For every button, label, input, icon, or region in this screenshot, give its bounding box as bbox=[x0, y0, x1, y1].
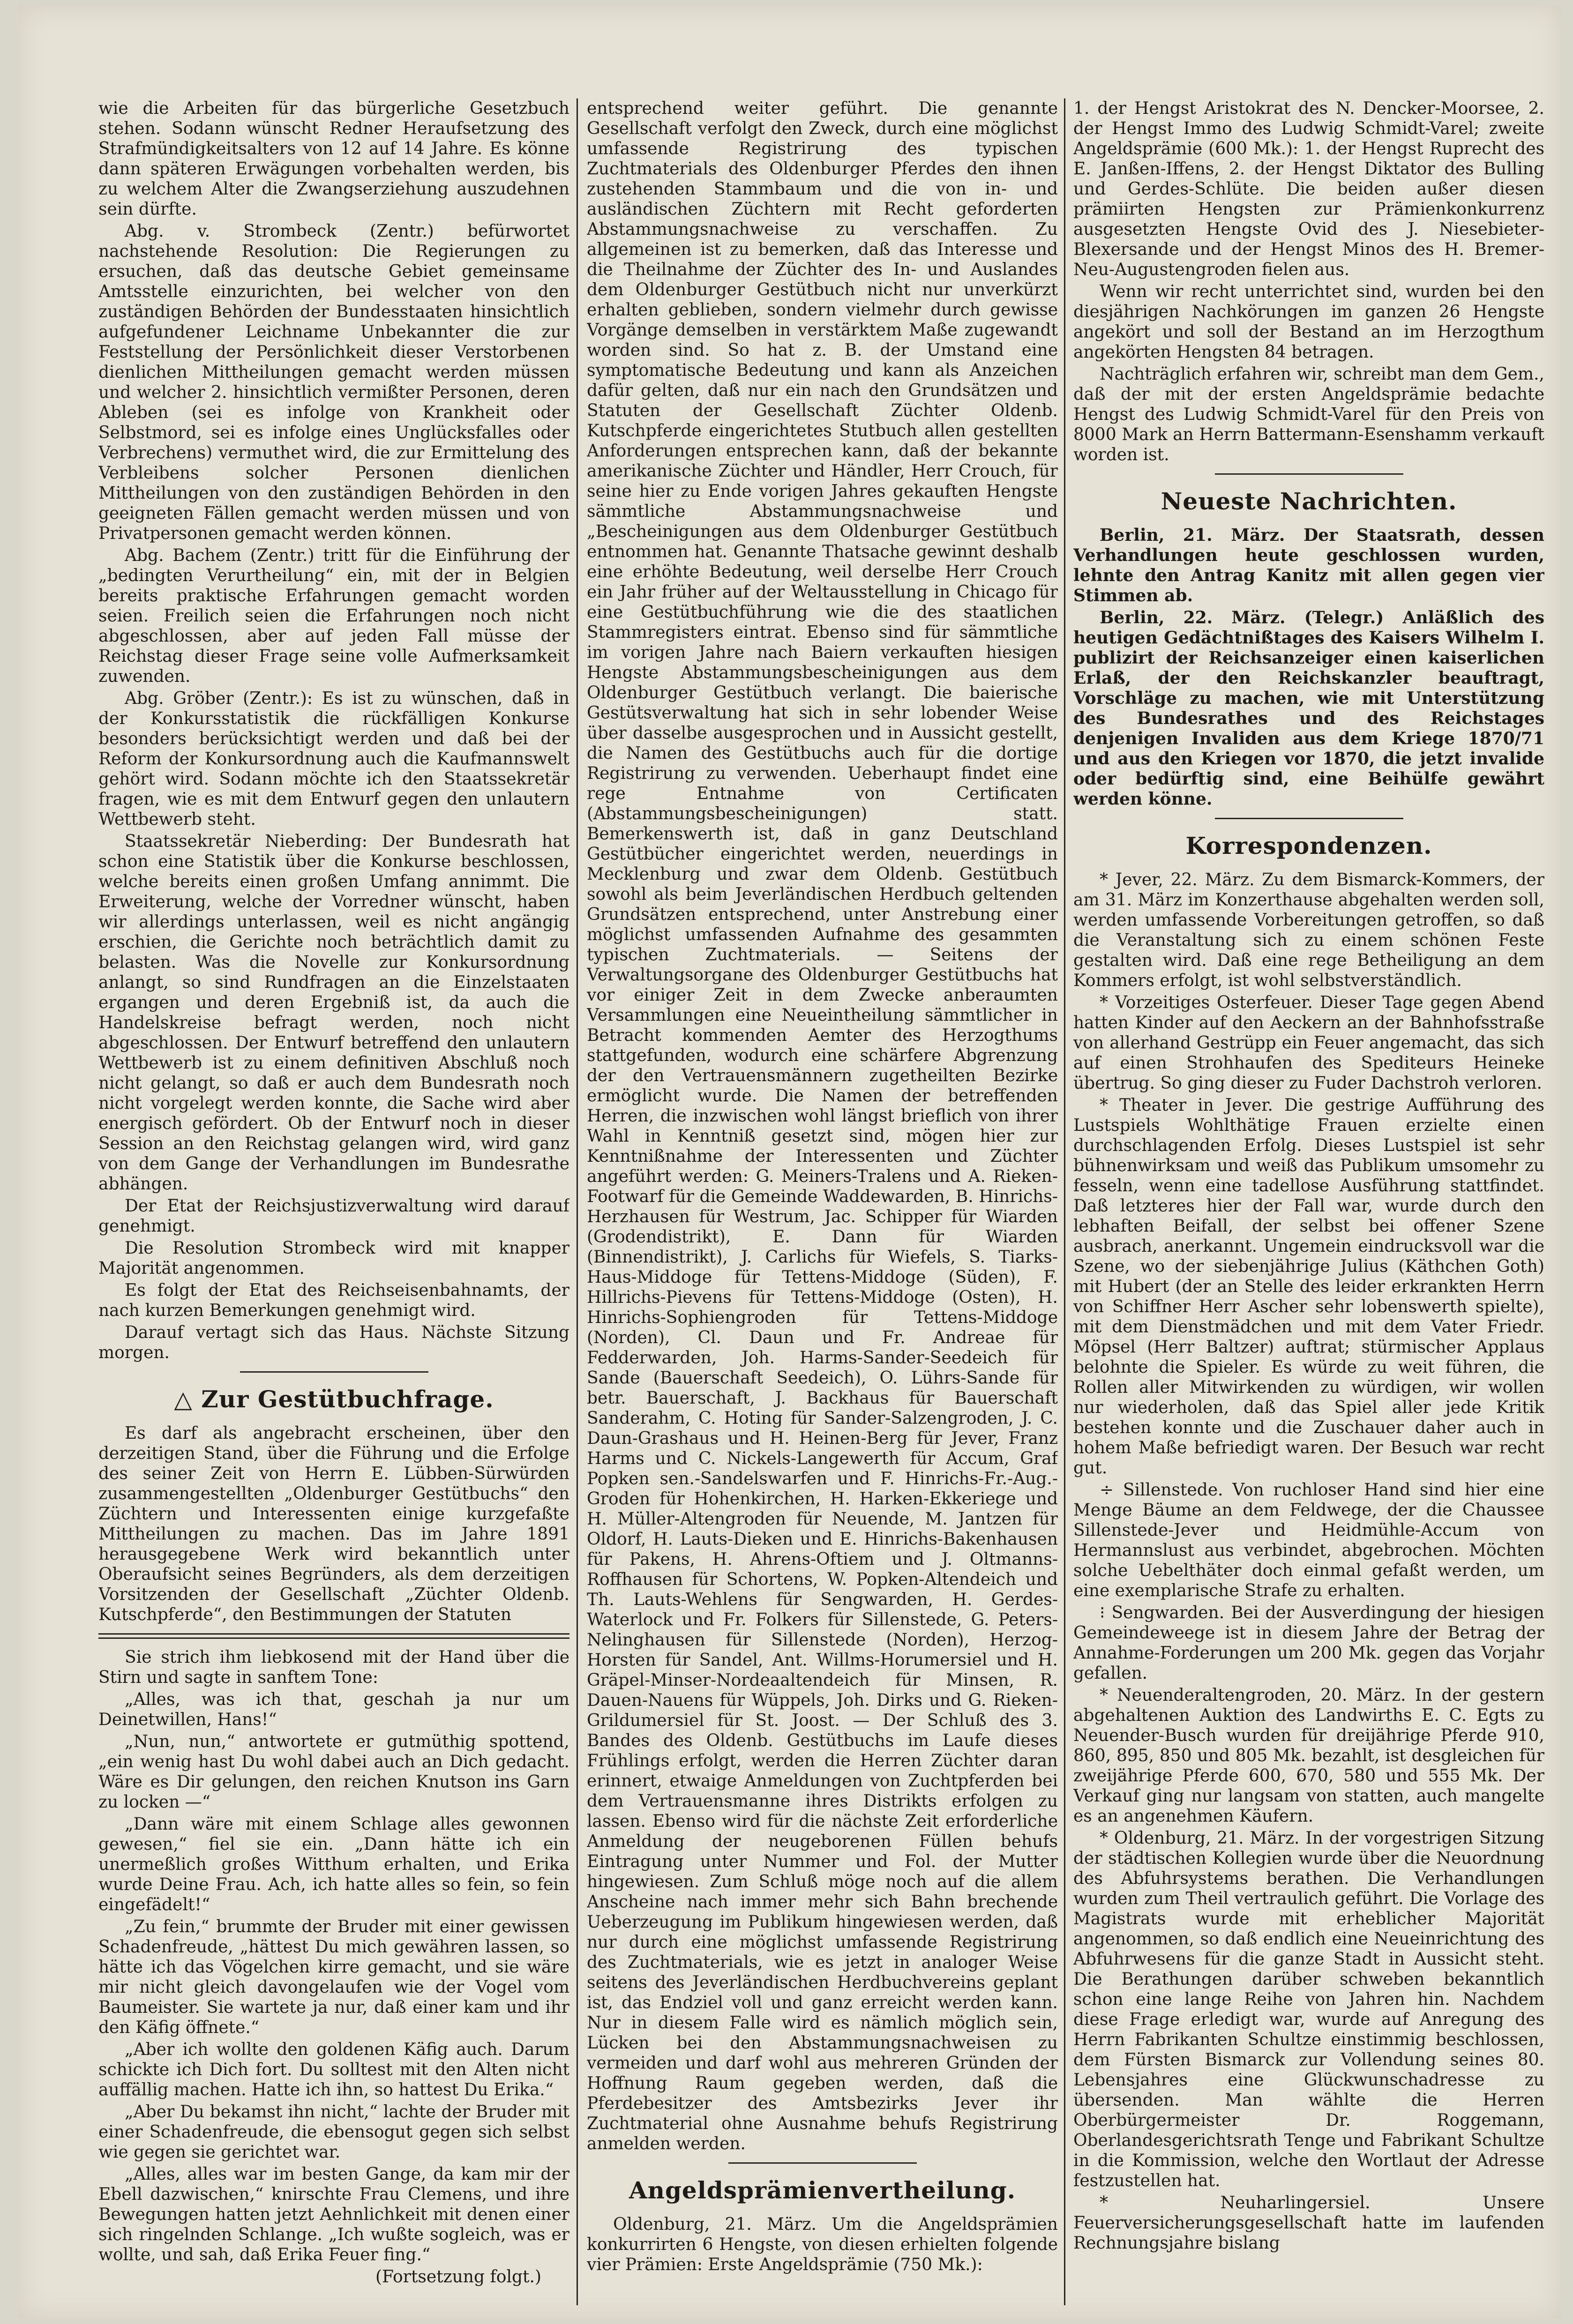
continuation-note: (Fortsetzung folgt.) bbox=[375, 2267, 541, 2287]
correspondence-item: * Jever, 22. März. Zu dem Bismarck-Kommers, der am 31. März im Konzerthause abgehalten werden soll, werden umfassende Vorbereitungen getroffen, so daß die Veranstaltung sich zu einem schönen Feste gestalten wird. Daß eine rege Betheiligung an dem Kommers erfolgt, ist wohl selbstverständlich. bbox=[1073, 870, 1544, 990]
feuilleton-paragraph: Sie strich ihm liebkosend mit der Hand über die Stirn und sagte in sanftem Tone: bbox=[98, 1648, 569, 1687]
article-paragraph: Die Resolution Strombeck wird mit knapper Majorität angenommen. bbox=[98, 1239, 569, 1278]
correspondence-item: * Vorzeitiges Osterfeuer. Dieser Tage gegen Abend hatten Kinder auf den Aeckern an der Bahnhofsstraße von allerhand Gestrüpp ein Feuer angemacht, das sich auf einen Strohhaufen des Spediteurs Heineke übertrug. So ging dieser zu Fuder Dachstroh verloren. bbox=[1073, 993, 1544, 1093]
feuilleton-paragraph: „Dann wäre mit einem Schlage alles gewonnen gewesen,“ fiel sie ein. „Dann hätte ich ein unermeßlich großes Witthum erhalten, und Erika wurde Deine Frau. Ach, ich hatte alles so fein, so fein eingefädelt!“ bbox=[98, 1815, 569, 1914]
correspondence-item: ⁝ Sengwarden. Bei der Ausverdingung der hiesigen Gemeindeweege ist in diesem Jahre der Betrag der Annahme-Forderungen um 200 Mk. gegen das Vorjahr gefallen. bbox=[1073, 1603, 1544, 1683]
article-paragraph: Es folgt der Etat des Reichseisenbahnamts, der nach kurzen Bemerkungen genehmigt wird. bbox=[98, 1281, 569, 1320]
correspondence-item: * Theater in Jever. Die gestrige Aufführung des Lustspiels Wohlthätige Frauen erzielte einen durchschlagenden Erfolg. Dieses Lustspiel ist sehr bühnenwirksam und weiß das Publikum umsomehr zu fesseln, wenn eine tadellose Ausführung stattfindet. Daß letzteres hier der Fall war, wurde durch den lebhaften Beifall, der selbst bei offener Szene ausbrach, anerkannt. Ungemein eindrucksvoll war die Szene, wo der siebenjährige Julius (Käthchen Goth) mit Hubert (der an Stelle des leider erkrankten Herrn von Schiffner Herr Ascher sehr lobenswerth spielte), mit dem Dienstmädchen und mit dem Vater Friedr. Möpsel (Herr Baltzer) auftrat; stürmischer Applaus belohnte die Spieler. Es würde zu weit führen, die Rollen aller Mitwirkenden zu würdigen, wir wollen nur wiederholen, daß das Spiel aller jede Kritik bestehen konnte und die Zuschauer daher auch in hohem Maße befriedigt waren. Der Besuch war recht gut. bbox=[1073, 1096, 1544, 1478]
section-title-angeldspraemien: Angeldsprämienvertheilung. bbox=[629, 2176, 1016, 2204]
correspondence-item: ÷ Sillenstede. Von ruchloser Hand sind hier eine Menge Bäume an dem Feldwege, der die Chaussee Sillenstede-Jever und Heidmühle-Accum von Hermannslust aus verbindet, abgebrochen. Möchten solche Uebelthäter doch einmal gefaßt werden, um eine exemplarische Strafe zu erhalten. bbox=[1073, 1480, 1544, 1600]
column-2 bbox=[587, 98, 1058, 2305]
correspondence-item: * Neuharlingersiel. Unsere Feuerversicherungsgesellschaft hatte im laufenden Rechnungsjahre bislang bbox=[1073, 2193, 1544, 2253]
section-divider bbox=[728, 2162, 917, 2164]
news-block bbox=[1073, 525, 1544, 809]
correspondence-item: * Oldenburg, 21. März. In der vorgestrigen Sitzung der städtischen Kollegien wurde über die Neuordnung des Abfuhrsystems berathen. Die Verhandlungen wurden zum Theil vertraulich geführt. Die Vorlage des Magistrats wurde mit erheblicher Majorität angenommen, so daß endlich eine Neueinrichtung des Abfuhrwesens für die ganze Stadt in Aussicht steht. Die Berathungen darüber schweben bekanntlich schon eine lange Reihe von Jahren hin. Nachdem diese Frage erledigt war, wurde auf Anregung des Herrn Fabrikanten Schultze einstimmig beschlossen, dem Fürsten Bismarck zur Vollendung seines 80. Lebensjahres eine Glückwunschadresse zu übersenden. Man wählte die Herren Oberbürgermeister Dr. Roggemann, Oberlandesgerichtsrath Tenge und Fabrikant Schultze in die Kommission, welche den Wortlaut der Adresse festzustellen hat. bbox=[1073, 1829, 1544, 2190]
section-title-gestuetbuchfrage: △ Zur Gestütbuchfrage. bbox=[174, 1385, 494, 1413]
feuilleton-paragraph: „Aber Du bekamst ihn nicht,“ lachte der Bruder mit einer Schadenfreude, die ebensogut gegen sich selbst wie gegen sie gerichtet war. bbox=[98, 2102, 569, 2162]
feuilleton-paragraph: „Aber ich wollte den goldenen Käfig auch. Darum schickte ich Dich fort. Du solltest mit den Alten nicht auffällig machen. Hatte ich ihn, so hattest Du Erika.“ bbox=[98, 2040, 569, 2100]
article-paragraph: Staatssekretär Nieberding: Der Bundesrath hat schon eine Statistik über die Konkurse beschlossen, welche bereits einen großen Umfang annimmt. Die Erweiterung, welche der Vorredner wünscht, haben wir allerdings unterlassen, weil es nicht angängig erschien, die Gerichte noch beträchtlich damit zu belasten. Was die Novelle zur Konkursordnung anlangt, so sind Rundfragen an die Einzelstaaten ergangen und deren Ergebniß ist, da auch die Handelskreise befragt werden, noch nicht abgeschlossen. Der Entwurf betreffend den unlautern Wettbewerb ist zu einem definitiven Abschluß noch nicht gelangt, so daß er auch dem Bundesrath noch nicht vorgelegt werden konnte, die Sache wird aber energisch gefördert. Ob der Entwurf noch in dieser Session an den Reichstag gelangen wird, wird ganz von dem Gange der Verhandlungen im Bundesrathe abhängen. bbox=[98, 832, 569, 1194]
article-paragraph: Darauf vertagt sich das Haus. Nächste Sitzung morgen. bbox=[98, 1323, 569, 1362]
column-3 bbox=[1073, 98, 1544, 2305]
feuilleton-paragraph: „Alles, alles war im besten Gange, da kam mir der Ebell dazwischen,“ knirschte Frau Clemens, und ihre Bewegungen hatten jetzt Aehnlichkeit mit denen einer sich ringelnden Schlange. „Ich wußte sogleich, was er wollte, und sah, daß Erika Feuer fing.“ bbox=[98, 2165, 569, 2264]
feuilleton-paragraph: „Alles, was ich that, geschah ja nur um Deinetwillen, Hans!“ bbox=[98, 1690, 569, 1729]
article-paragraph: Abg. Bachem (Zentr.) tritt für die Einführung der „bedingten Verurtheilung“ ein, mit der in Belgien bereits praktische Erfahrungen gemacht worden seien. Freilich seien die Erfahrungen noch nicht abgeschlossen, aber auf jeden Fall müsse der Reichstag dieser Frage seine volle Aufmerksamkeit zuwenden. bbox=[98, 546, 569, 686]
article-paragraph: Es darf als angebracht erscheinen, über den derzeitigen Stand, über die Führung und die Erfolge des seiner Zeit von Herrn E. Lübben-Sürwürden zusammengestellten „Oldenburger Gestütbuchs“ den Züchtern und Interessenten einige kurzgefaßte Mittheilungen zu machen. Das im Jahre 1891 herausgegebene Werk wird bekanntlich unter Oberaufsicht seines Begründers, als dem derzeitigen Vorsitzenden der Gesellschaft „Züchter Oldenb. Kutschpferde“, den Bestimmungen der Statuten bbox=[98, 1424, 569, 1624]
article-paragraph: entsprechend weiter geführt. Die genannte Gesellschaft verfolgt den Zweck, durch eine möglichst umfassende Registrirung des typischen Zuchtmaterials des Oldenburger Pferdes den ihnen zustehenden Stammbaum und die von in- und ausländischen Züchtern mit Recht geforderten Abstammungsnachweise zu verschaffen. Zu allgemeinen ist zu bemerken, daß das Interesse und die Theilnahme der Züchter des In- und Auslandes dem Oldenburger Gestütbuch nicht nur unverkürzt erhalten geblieben, sondern vielmehr durch gewisse Vorgänge demselben in verstärktem Maße zugewandt worden sind. So hat z. B. der Umstand eine symptomatische Bedeutung und kann als Anzeichen dafür gelten, daß nur ein nach den Grundsätzen und Statuten der Gesellschaft Züchter Oldenb. Kutschpferde eingerichtetes Stutbuch allen gestellten Anforderungen entsprechen kann, daß der bekannte amerikanische Züchter und Händler, Herr Crouch, für seine hier zu Ende vorigen Jahres gekauften Hengste sämmtliche Abstammungsnachweise und „Bescheinigungen aus dem Oldenburger Gestütbuch entnommen hat. Genannte Thatsache gewinnt deshalb eine erhöhte Bedeutung, weil derselbe Herr Crouch ein Jahr früher auf der Weltausstellung in Chicago für eine Gestütbuchführung wie die des staatlichen Stammregisters eintrat. Ebenso sind für sämmtliche im vorigen Jahre nach Baiern verkauften hiesigen Hengste Abstammungsbescheinigungen aus dem Oldenburger Gestütbuch verlangt. Die baierische Gestütsverwaltung hat sich in sehr lobender Weise über dasselbe ausgesprochen und in Aussicht gestellt, die Namen des Gestütbuchs auch für die dortige Registrirung zu verwenden. Ueberhaupt findet eine rege Entnahme von Certificaten (Abstammungsbescheinigungen) statt. Bemerkenswerth ist, daß in ganz Deutschland Gestütbücher eingerichtet werden, neuerdings in Mecklenburg und zwar dem Oldenb. Gestütbuch sowohl als beim Jeverländischen Herdbuch geltenden Grundsätzen entsprechend, unter Anstrebung einer möglichst umfassenden Aufnahme des gesammten typischen Zuchtmaterials. — Seitens der Verwaltungsorgane des Oldenburger Gestütbuchs hat vor einiger Zeit in dem Zwecke anberaumten Versammlungen eine Neueintheilung sämmtlicher in Betracht kommenden Aemter des Herzogthums stattgefunden, wodurch eine schärfere Abgrenzung der den Vertrauensmännern zugetheilten Bezirke ermöglicht wurde. Die Namen der betreffenden Herren, die inzwischen wohl längst brieflich von ihrer Wahl in Kenntniß gesetzt sind, mögen hier zur Kenntnißnahme der Interessenten und Züchter angeführt werden: G. Meiners-Tralens und A. Rieken-Footwarf für die Gemeinde Waddewarden, B. Hinrichs-Herzhausen für Westrum, Jac. Schipper für Wiarden (Grodendistrikt), E. Dann für Wiarden (Binnendistrikt), J. Carlichs für Wiefels, S. Tiarks-Haus-Middoge für Tettens-Middoge (Süden), F. Hillrichs-Pievens für Tettens-Middoge (Osten), H. Hinrichs-Sophiengroden für Tettens-Middoge (Norden), Cl. Daun und Fr. Andreae für Fedderwarden, Joh. Harms-Sander-Seedeich für Sande (Bauerschaft Seedeich), O. Lührs-Sande für betr. Bauerschaft, J. Backhaus für Bauerschaft Sanderahm, C. Hoting für Sander-Salzengroden, J. C. Daun-Grashaus und H. Heinen-Berg für Jever, Franz Harms und C. Nickels-Langewerth für Accum, Graf Popken sen.-Sandelswarfen und F. Hinrichs-Fr.-Aug.-Groden für Hohenkirchen, H. Harken-Ekkeriege und H. Müller-Altengroden für Neuende, M. Jantzen für Oldorf, H. Lauts-Dieken und E. Hinrichs-Bakenhausen für Pakens, H. Ahrens-Oftiem und J. Oltmanns-Roffhausen für Schortens, W. Popken-Altendeich und Th. Lauts-Wehlens für Sengwarden, H. Gerdes-Waterlock und Fr. Folkers für Sillenstede, G. Peters-Nelinghausen für Sillenstede (Norden), Herzog-Horsten für Sandel, Ant. Willms-Horumersiel und H. Gräpel-Minser-Nordeaaltendeich für Minsen, R. Dauen-Nauens für Wüppels, Joh. Dirks und G. Rieken-Grildumersiel für St. Joost. — Der Schluß des 3. Bandes des Oldenb. Gestütbuchs im Laufe dieses Frühlings erfolgt, werden die Herren Züchter daran erinnert, etwaige Anmeldungen von Zuchtpferden bei dem Vertrauensmanne ihres Distrikts erfolgen zu lassen. Ebenso wird für die nächste Zeit erforderliche Anmeldung der neugeborenen Füllen behufs Eintragung unter Nummer und Fol. der Mutter hingewiesen. Zum Schluß möge noch auf die allem Anscheine nach immer mehr sich Bahn brechende Ueberzeugung im Publikum hingewiesen werden, daß nur durch eine möglichst umfassende Registrirung des Zuchtmaterials, wie es jetzt in analoger Weise seitens des Jeverländischen Herdbuchvereins geplant ist, das Endziel voll und ganz erreicht werden kann. Nur in diesem Falle wird es nämlich möglich sein, Lücken bei den Abstammungsnachweisen zu vermeiden und darf wohl aus mehreren Gründen der Hoffnung Raum gegeben werden, daß die Pferdebesitzer des Amtsbezirks Jever ihr Zuchtmaterial ohne Ausnahme behufs Registrirung anmelden werden. bbox=[587, 99, 1058, 2153]
section-divider bbox=[1215, 473, 1403, 475]
feuilleton-divider bbox=[98, 1633, 569, 1639]
feuilleton-paragraph: „Nun, nun,“ antwortete er gutmüthig spottend, „ein wenig hast Du wohl dabei auch an Dich gedacht. Wäre es Dir gelungen, den reichen Knutson ins Garn zu locken —“ bbox=[98, 1732, 569, 1812]
article-paragraph: wie die Arbeiten für das bürgerliche Gesetzbuch stehen. Sodann wünscht Redner Heraufsetzung des Strafmündigkeitsalters von 12 auf 14 Jahre. Es könne dann späteren Erwägungen vorbehalten werden, bis zu welchem Alter die Zwangserziehung auszudehnen sein dürfte. bbox=[98, 99, 569, 219]
article-paragraph: 1. der Hengst Aristokrat des N. Dencker-Moorsee, 2. der Hengst Immo des Ludwig Schmidt-Varel; zweite Angeldsprämie (600 Mk.): 1. der Hengst Ruprecht des E. Janßen-Iffens, 2. der Hengst Diktator des Bulling und Gerdes-Schlüte. Die beiden außer diesen prämiirten Hengsten zur Prämienkonkurrenz ausgesetzten Hengste Ovid des J. Niesebieter-Blexersande und der Hengst Minos des H. Bremer-Neu-Augustengroden fielen aus. bbox=[1073, 99, 1544, 279]
section-divider bbox=[1215, 818, 1403, 819]
news-item: Berlin, 22. März. (Telegr.) Anläßlich des heutigen Gedächtnißtages des Kaisers Wilhelm I. publizirt der Reichsanzeiger einen kaiserlichen Erlaß, der den Reichskanzler beauftragt, Vorschläge zu machen, wie mit Unterstützung des Bundesrathes und des Reichstages denjenigen Invaliden aus dem Kriege 1870/71 und aus den Kriegen vor 1870, die jetzt invalide oder bedürftig sind, eine Beihülfe gewährt werden könne. bbox=[1073, 608, 1544, 809]
article-paragraph: Abg. v. Strombeck (Zentr.) befürwortet nachstehende Resolution: Die Regierungen zu ersuchen, daß das deutsche Gebiet gemeinsame Amtsstelle einzurichten, bei welcher von den zuständigen Behörden der Bundesstaaten hinsichtlich aufgefundener Leichname Unbekannter die zur Feststellung der Persönlichkeit dieser Verstorbenen dienlichen Mittheilungen gemacht werden müssen und welcher 2. hinsichtlich vermißter Personen, deren Ableben (sei es infolge von Krankheit oder Selbstmord, sei es infolge eines Unglücksfalles oder Verbrechens) vermuthet wird, die zur Ermittelung des Verbleibens solcher Personen dienlichen Mittheilungen von den zuständigen Behörden in den geeigneten Fällen gemacht werden müssen und von Privatpersonen gemacht werden können. bbox=[98, 222, 569, 543]
section-divider bbox=[240, 1371, 428, 1373]
section-title-korrespondenzen: Korrespondenzen. bbox=[1185, 832, 1432, 859]
column-1 bbox=[98, 98, 569, 2305]
article-paragraph: Abg. Gröber (Zentr.): Es ist zu wünschen, daß in der Konkursstatistik die rückfälligen Konkurse besonders berücksichtigt werden und daß bei der Reform der Konkursordnung auch die Kaufmannswelt gehört wird. Sodann möchte ich den Staatssekretär fragen, wie es mit dem Entwurf gegen den unlautern Wettbewerb steht. bbox=[98, 689, 569, 829]
article-paragraph: Wenn wir recht unterrichtet sind, wurden bei den diesjährigen Nachkörungen im ganzen 26 Hengste angekört und soll der Bestand an im Herzogthum angekörten Hengsten 84 betragen. bbox=[1073, 282, 1544, 362]
feuilleton-paragraph: „Zu fein,“ brummte der Bruder mit einer gewissen Schadenfreude, „hättest Du mich gewähren lassen, so hätte ich das Vögelchen kirre gemacht, und sie wäre mir nicht gleich davongelaufen wie der Vogel vom Baumeister. Sie wartete ja nur, daß einer kam und ihr den Käfig öffnete.“ bbox=[98, 1917, 569, 2037]
article-paragraph: Oldenburg, 21. März. Um die Angeldsprämien konkurrirten 6 Hengste, von diesen erhielten folgende vier Prämien: Erste Angeldsprämie (750 Mk.): bbox=[587, 2215, 1058, 2274]
article-paragraph: Nachträglich erfahren wir, schreibt man dem Gem., daß der mit der ersten Angeldsprämie bedachte Hengst des Ludwig Schmidt-Varel für den Preis von 8000 Mark an Herrn Battermann-Esenshamm verkauft worden ist. bbox=[1073, 365, 1544, 464]
section-title-neueste-nachrichten: Neueste Nachrichten. bbox=[1161, 487, 1457, 515]
article-paragraph: Der Etat der Reichsjustizverwaltung wird darauf genehmigt. bbox=[98, 1196, 569, 1236]
column-rule bbox=[1064, 98, 1065, 2305]
news-item: Berlin, 21. März. Der Staatsrath, dessen Verhandlungen heute geschlossen wurden, lehnte den Antrag Kanitz mit allen gegen vier Stimmen ab. bbox=[1073, 525, 1544, 605]
correspondence-item: * Neuenderaltengroden, 20. März. In der gestern abgehaltenen Auktion des Landwirths E. C. Egts zu Neuender-Busch wurden für dreijährige Pferde 910, 860, 895, 850 und 805 Mk. bezahlt, ist desgleichen für zweijährige Pferde 600, 670, 580 und 555 Mk. Der Verkauf ging nur langsam von statten, auch mangelte es an angenehmen Käufern. bbox=[1073, 1686, 1544, 1826]
column-rule bbox=[577, 98, 578, 2305]
